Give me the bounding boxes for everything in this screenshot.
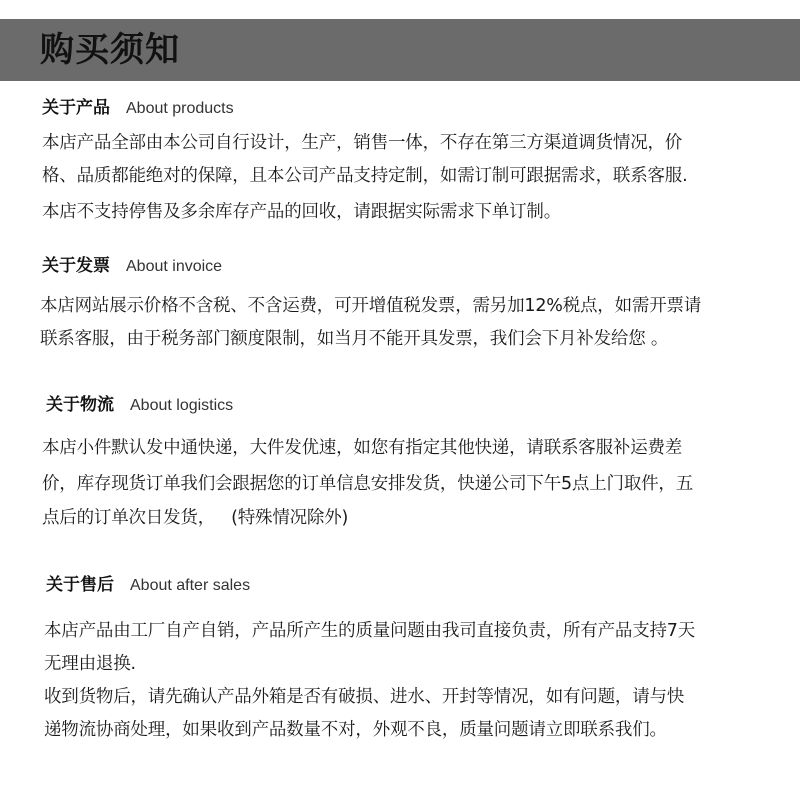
section-heading-products	[42, 96, 234, 121]
section-heading-invoice	[42, 254, 222, 279]
section-heading-logistics	[46, 393, 233, 418]
section-line: 价，库存现货订单我们会跟据您的订单信息安排发货，快递公司下午5点上门取件，五	[42, 474, 694, 494]
section-line: 收到货物后，请先确认产品外箱是否有破损、进水、开封等情况，如有问题，请与快	[44, 687, 685, 707]
section-title-cn: 关于发票	[42, 256, 110, 276]
section-line: 本店产品全部由本公司自行设计，生产，销售一体，不存在第三方渠道调货情况，价	[42, 133, 683, 153]
section-line: 联系客服，由于税务部门额度限制，如当月不能开具发票，我们会下月补发给您 。	[40, 329, 669, 349]
section-title-en: About products	[126, 100, 234, 117]
section-title-en: About logistics	[130, 397, 234, 414]
page-title: 购买须知	[40, 30, 180, 70]
section-title-cn: 关于物流	[46, 395, 114, 415]
header-bar	[0, 19, 800, 81]
section-line: 点后的订单次日发货， (特殊情况除外)	[42, 508, 349, 528]
section-title-cn: 关于产品	[42, 98, 110, 118]
section-line: 本店产品由工厂自产自销，产品所产生的质量问题由我司直接负责，所有产品支持7天	[44, 621, 696, 641]
section-title-en: About invoice	[126, 258, 223, 275]
section-title-cn: 关于售后	[46, 575, 114, 595]
section-line: 无理由退换.	[44, 654, 136, 674]
section-heading-after-sales	[46, 573, 250, 598]
section-line: 递物流协商处理，如果收到产品数量不对，外观不良，质量问题请立即联系我们。	[44, 720, 667, 740]
section-line: 本店网站展示价格不含税、不含运费，可开增值税发票，需另加12%税点，如需开票请	[40, 296, 702, 316]
section-line: 本店小件默认发中通快递，大件发优速，如您有指定其他快递，请联系客服补运费差	[42, 438, 683, 458]
section-line: 格、品质都能绝对的保障，且本公司产品支持定制，如需订制可跟据需求，联系客服.	[42, 166, 688, 186]
section-line: 本店不支持停售及多余库存产品的回收，请跟据实际需求下单订制。	[42, 202, 561, 222]
section-title-en: About after sales	[130, 577, 251, 594]
